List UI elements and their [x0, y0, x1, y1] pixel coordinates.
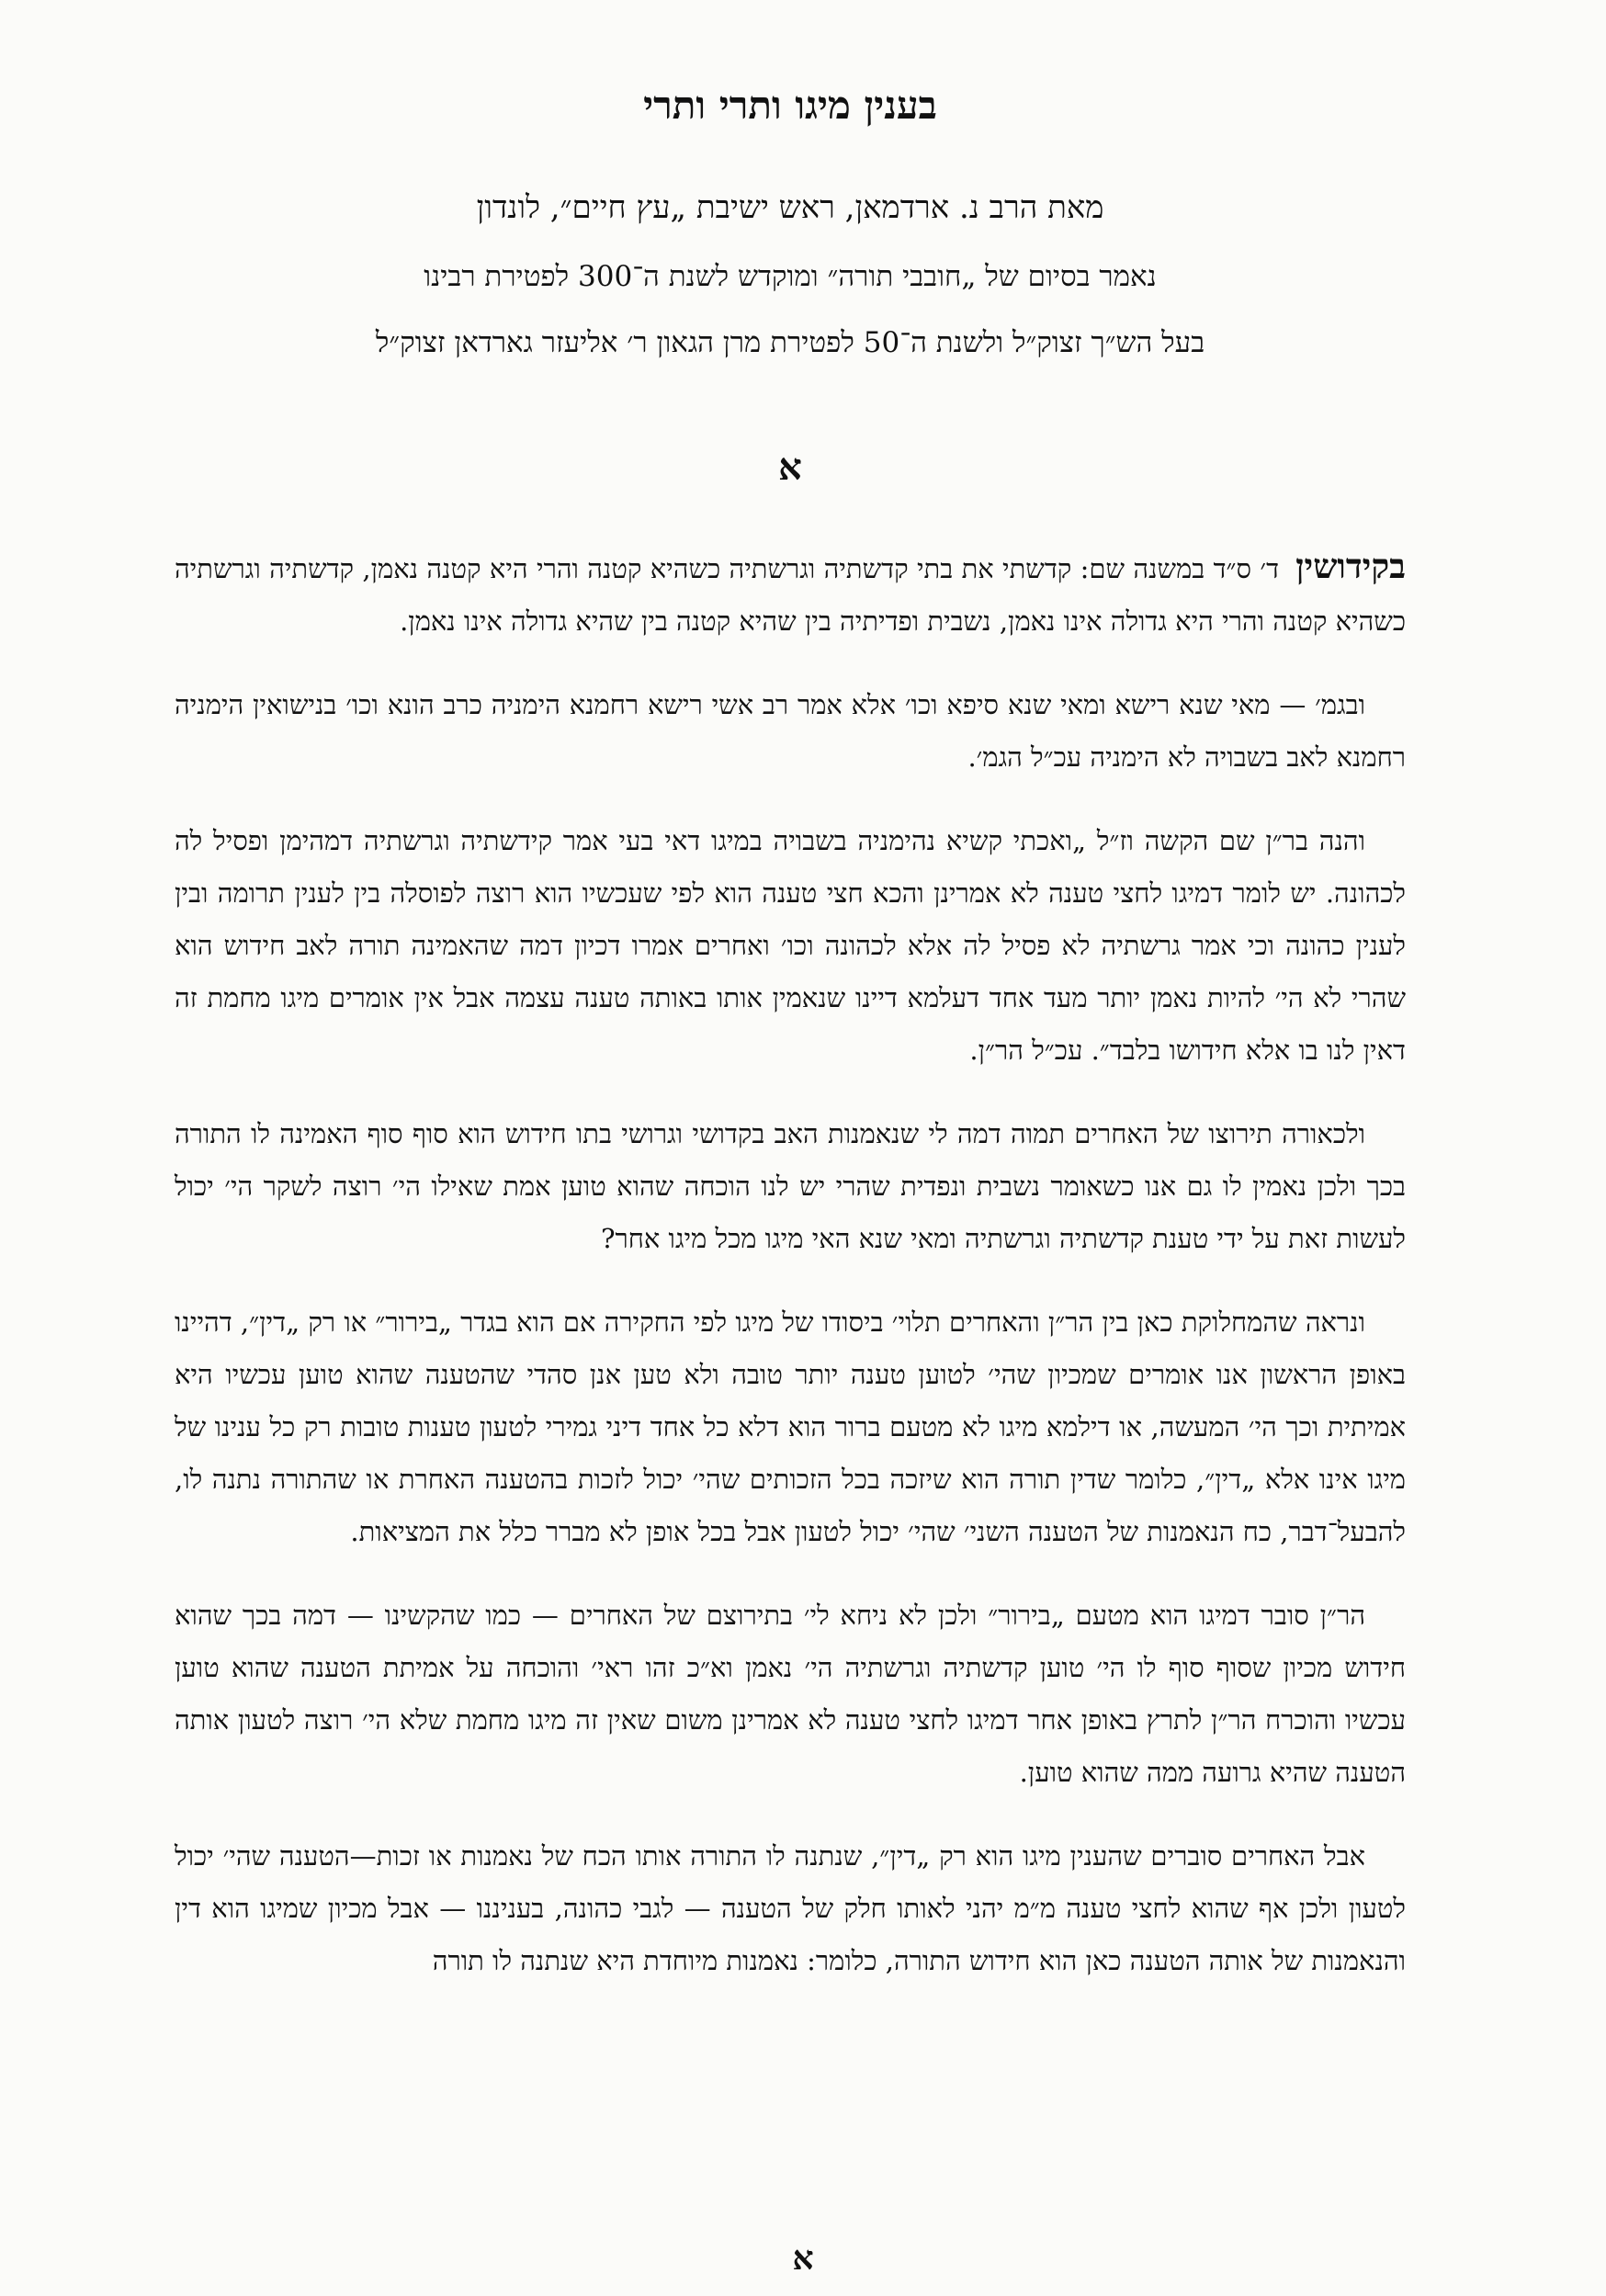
lead-word: בקידושין	[1295, 545, 1406, 586]
page-number: א	[792, 2239, 814, 2278]
paragraph-5: ונראה שהמחלוקת כאן בין הר״ן והאחרים תלוי׳ ביסודו של מיגו לפי החקירה אם הוא בגדר „בירור״ או רק „דין״, דהיינו באופן הראשון אנו אומרים שמכיון שהי׳ לטוען טענה יותר טובה ולא טען אנן סהדי שהטענה שהוא טוען עכשיו היא אמיתית וכך הי׳ המעשה, או דילמא מיגו לא מטעם ברור הוא דלא כל אחד דיני גמירי לטעון טענות טובות רק כל ענינו של מיגו אינו אלא „דין״, כלומר שדין תורה הוא שיזכה בכל הזכותים שהי׳ יכול לזכות בהטענה האחרת או שהתורה נתנה לו, להבעל־דבר, כח הנאמנות של הטענה השני׳ שהי׳ יכול לטעון אבל בכל אופן לא מברר כלל את המציאות.	[175, 1306, 1406, 1547]
paragraph-3: והנה בר״ן שם הקשה וז״ל „ואכתי קשיא נהימניה בשבויה במיגו דאי בעי אמר קידשתיה וגרשתיה דמהימן ופסיל לה לכהונה. יש לומר דמיגו לחצי טענה לא אמרינן והכא חצי טענה הוא לפי שעכשיו הוא רוצה לפוסלה בין לענין תרומה ובין לענין כהונה וכי אמר גרשתיה לא פסיל לה אלא לכהונה וכו׳ ואחרים אמרו דכיון דמה שהאמינה תורה לאב חידוש הוא שהרי לא הי׳ להיות נאמן יותר מעד אחד דעלמא דיינו שנאמין אותו באותה טענה עצמה אבל אין אומרים מיגו מחמת זה דאין לנו בו אלא חידושו בלבד״. עכ״ל הר״ן.	[175, 824, 1406, 1066]
paragraph-7: אבל האחרים סוברים שהענין מיגו הוא רק „דין״, שנתנה לו התורה אותו הכח של נאמנות או זכות—הטענה שהי׳ יכול לטעון ולכן אף שהוא לחצי טענה מ״מ יהני לאותו חלק של הטענה — לגבי כהונה, בעניננו — אבל מכיון שמיגו הוא דין והנאמנות של אותה הטענה כאן הוא חידוש התורה, כלומר: נאמנות מיוחדת היא שנתנה לו תורה	[175, 1839, 1406, 1976]
paragraph-1	[175, 540, 1406, 648]
document-page	[175, 83, 1406, 2233]
article-title: בענין מיגו ותרי ותרי	[643, 83, 937, 128]
paragraph-1-text: ד׳ ס״ד במשנה שם: קדשתי את בתי קדשתיה וגרשתיה כשהיא קטנה והרי היא קטנה נאמן, קדשתיה וגרשתיה כשהיא קטנה והרי היא גדולה אינו נאמן, נשבית ופדיתיה בין שהיא קטנה בין שהיא גדולה אינו נאמן.	[175, 552, 1406, 637]
author-line: מאת הרב נ. ארדמאן, ראש ישיבת „עץ חיים״, לונדון	[476, 189, 1104, 226]
paragraph-2: ובגמ׳ — מאי שנא רישא ומאי שנא סיפא וכו׳ אלא אמר רב אשי רישא רחמנא הימניה כרב הונא וכו׳ בנישואין הימניה רחמנא לאב בשבויה לא הימניה עכ״ל הגמ׳.	[175, 688, 1406, 773]
dedication-line-1: נאמר בסיום של „חובבי תורה״ ומוקדש לשנת ה־300 לפטירת רבינו	[424, 259, 1157, 293]
dedication-line-2: בעל הש״ך זצוק״ל ולשנת ה־50 לפטירת מרן הגאון ר׳ אליעזר גארדאן זצוק״ל	[375, 325, 1205, 359]
paragraph-6: הר״ן סובר דמיגו הוא מטעם „בירור״ ולכן לא ניחא לי׳ בתירוצם של האחרים — כמו שהקשינו — דמה בכך שהוא חידוש מכיון שסוף סוף לו הי׳ טוען קדשתיה וגרשתיה הי׳ נאמן וא״כ זהו ראי׳ והוכחה על אמיתת הטענה שהוא טוען עכשיו והוכרח הר״ן לתרץ באופן אחר דמיגו לחצי טענה לא אמרינן משום שאין זה מיגו מחמת שלא הי׳ רוצה לטעון אותה הטענה שהיא גרועה ממה שהוא טוען.	[175, 1599, 1406, 1788]
paragraph-4: ולכאורה תירוצו של האחרים תמוה דמה לי שנאמנות האב בקדושי וגרושי בתו חידוש הוא סוף סוף האמינה לו התורה בכך ולכן נאמין לו גם אנו כשאומר נשבית ונפדית שהרי יש לנו הוכחה שהוא טוען אמת שאילו הי׳ רוצה לשקר הי׳ יכול לעשות זאת על ידי טענת קדשתיה וגרשתיה ומאי שנא האי מיגו מכל מיגו אחר?	[175, 1117, 1406, 1254]
section-letter: א	[778, 445, 802, 489]
